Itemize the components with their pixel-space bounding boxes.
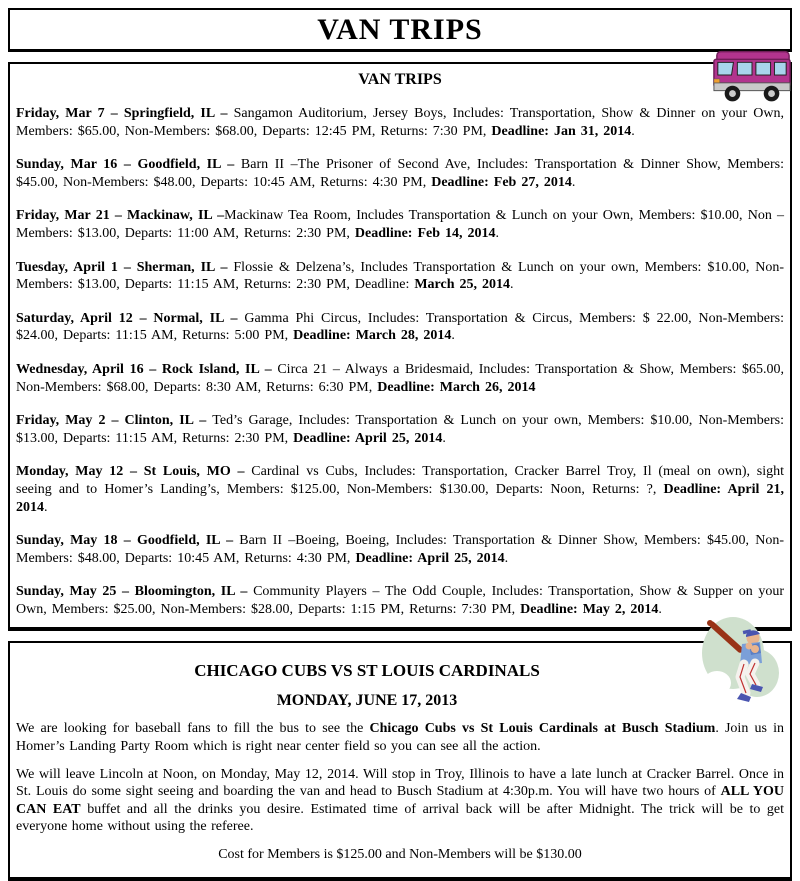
trip-entry: Friday, Mar 21 – Mackinaw, IL –Mackinaw Tea Room, Includes Transportation & Lunch on your Own, Members: $10.00, Non –Members: $13.00, Departs: 11:00 AM, Returns: 2:30 PM, Deadline: Feb 14, 2014.	[16, 208, 784, 241]
trip-entry: Sunday, May 18 – Goodfield, IL – Barn II –Boeing, Boeing, Includes: Transportation & Dinner Show, Members: $45.00, Non-Members: $48.00, Departs: 10:45 AM, Returns: 4:30 PM, Deadline: April 25, 2014.	[16, 533, 784, 566]
page-title: VAN TRIPS	[317, 12, 483, 46]
cost-line: Cost for Members is $125.00 and Non-Members will be $130.00	[218, 847, 582, 863]
cubs-paragraph-1: We are looking for baseball fans to fill the bus to see the Chicago Cubs vs St Louis Cardinals at Busch Stadium. Join us in Homer’s Landing Party Room which is right near center field so you can see all the action.	[16, 721, 784, 755]
trip-entry: Saturday, April 12 – Normal, IL – Gamma Phi Circus, Includes: Transportation & Circus, Members: $ 22.00, Non-Members: $24.00, Departs: 11:15 AM, Returns: 5:00 PM, Deadline: March 28, 2014.	[16, 310, 785, 344]
cubs-section	[8, 641, 792, 881]
trip-entry: Friday, May 2 – Clinton, IL – Ted’s Garage, Includes: Transportation & Lunch on your own, Members: $10.00, Non-Members: $13.00, Departs: 11:15 AM, Returns: 2:30 PM, Deadline: April 25, 2014.	[16, 413, 784, 446]
van-trips-heading: VAN TRIPS	[358, 71, 442, 88]
trip-entry: Friday, Mar 7 – Springfield, IL – Sangamon Auditorium, Jersey Boys, Includes: Transportation, Show & Dinner on your Own, Members: $65.00, Non-Members: $68.00, Departs: 12:45 PM, Returns: 7:30 PM, Deadline: Jan 31, 2014.	[16, 106, 784, 139]
baseball-player-icon	[697, 613, 791, 707]
trip-entry: Tuesday, April 1 – Sherman, IL – Flossie & Delzena’s, Includes Transportation & Lunch on your own, Members: $10.00, Non-Members: $13.00, Departs: 11:15 AM, Returns: 2:30 PM, Deadline: March 25, 2014.	[16, 259, 785, 293]
van-icon	[711, 46, 793, 106]
trip-entry: Wednesday, April 16 – Rock Island, IL – Circa 21 – Always a Bridesmaid, Includes: Transportation & Show, Members: $65.00, Non-Members: $68.00, Departs: 8:30 AM, Returns: 6:30 PM, Deadline: March 26, 2014	[16, 361, 784, 395]
banner	[8, 8, 792, 52]
trip-entry: Sunday, Mar 16 – Goodfield, IL – Barn II –The Prisoner of Second Ave, Includes: Transportation & Dinner Show, Members: $45.00, Non-Members: $48.00, Departs: 10:45 AM, Returns: 4:30 PM, Deadline: Feb 27, 2014.	[16, 157, 784, 190]
cubs-paragraph-2: We will leave Lincoln at Noon, on Monday, May 12, 2014. Will stop in Troy, Illinois to have a late lunch at Cracker Barrel. Once in St. Louis do some sight seeing and boarding the van and head to Busch Stadium at 4:30p.m. You will have two hours of ALL YOU CAN EAT buffet and all the drinks you desire. Estimated time of arrival back will be after Midnight. The trick will be to get everyone home without using the referee.	[16, 766, 785, 835]
trip-entry: Monday, May 12 – St Louis, MO – Cardinal vs Cubs, Includes: Transportation, Cracker Barrel Troy, Il (meal on own), sight seeing and to Homer’s Landing’s, Members: $125.00, Non-Members: $130.00, Departs: Noon, Returns: ?, Deadline: April 21, 2014.	[16, 464, 784, 515]
trip-entry: Sunday, May 25 – Bloomington, IL – Community Players – The Odd Couple, Includes: Transportation, Show & Supper on your Own, Members: $25.00, Non-Members: $28.00, Departs: 1:15 PM, Returns: 7:30 PM, Deadline: May 2, 2014.	[16, 584, 784, 617]
van-trips-section	[8, 62, 792, 631]
cubs-date-heading: MONDAY, JUNE 17, 2013	[276, 692, 458, 710]
cubs-heading: CHICAGO CUBS VS ST LOUIS CARDINALS	[194, 661, 540, 681]
